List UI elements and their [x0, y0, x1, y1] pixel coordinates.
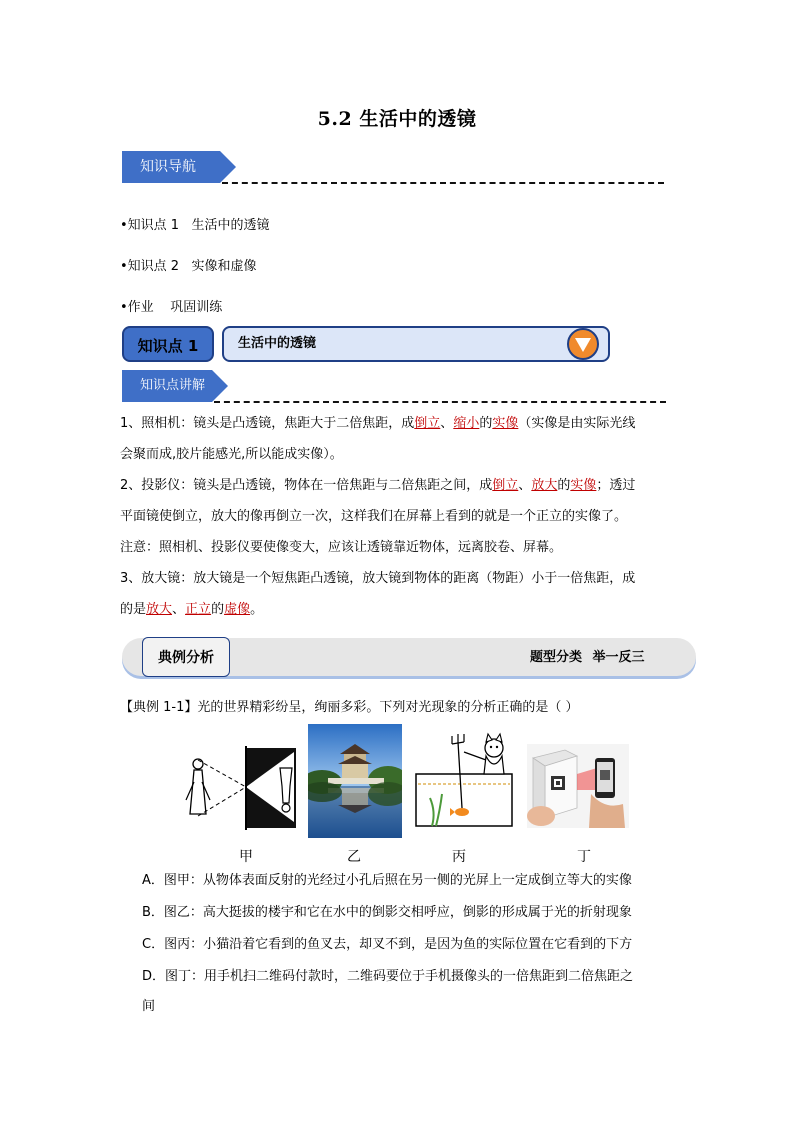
caption-bing: 丙 — [452, 849, 466, 865]
figure-jia — [182, 742, 300, 834]
point-3: 3、放大镜：放大镜是一个短焦距凸透镜，放大镜到物体的距离（物距）小于一倍焦距，成 的是放大、正立的虚像。 — [120, 571, 636, 617]
kp1-tag: 知识点 1 — [122, 326, 214, 362]
figure-ding — [527, 744, 629, 828]
figure-yi — [308, 724, 402, 838]
note: 注意：照相机、投影仪要使像变大，应该让透镜靠近物体，远离胶卷、屏幕。 — [120, 540, 563, 555]
figure-bing — [412, 732, 516, 828]
option-d[interactable]: D．图丁：用手机扫二维码付款时，二维码要位于手机摄像头的一倍焦距到二倍焦距之 — [142, 969, 634, 984]
kp1-title: 生活中的透镜 — [222, 326, 610, 362]
example-tag: 典例分析 — [142, 637, 230, 677]
nav-item-2[interactable]: •知识点 2 实像和虚像 — [120, 259, 257, 274]
question-text: 【典例 1-1】光的世界精彩纷呈，绚丽多彩。下列对光现象的分析正确的是（ ） — [120, 700, 579, 715]
nav-banner-arrow — [220, 151, 236, 183]
nav-divider — [222, 182, 664, 184]
explain-banner-arrow — [212, 370, 228, 402]
option-a[interactable]: A．图甲：从物体表面反射的光经过小孔后照在另一侧的光屏上一定成倒立等大的实像 — [142, 873, 632, 888]
caption-jia: 甲 — [239, 849, 253, 865]
option-c[interactable]: C．图丙：小猫沿着它看到的鱼叉去，却叉不到，是因为鱼的实际位置在它看到的下方 — [142, 937, 633, 952]
point-2: 2、投影仪：镜头是凸透镜，物体在一倍焦距与二倍焦距之间，成倒立、放大的实像；透过 平面镜使倒立，放大的像再倒立一次，这样我们在屏幕上看到的就是一个正立的实像了。 — [120, 478, 636, 524]
option-d-continued: 间 — [142, 999, 156, 1014]
option-b[interactable]: B．图乙：高大挺拔的楼宇和它在水中的倒影交相呼应，倒影的形成属于光的折射现象 — [142, 905, 632, 920]
example-subtitle: 题型分类 举一反三 — [530, 650, 645, 665]
nav-banner: 知识导航 — [122, 151, 220, 183]
explain-banner: 知识点讲解 — [122, 370, 212, 402]
nav-item-3[interactable]: •作业 巩固训练 — [120, 300, 223, 315]
caption-yi: 乙 — [347, 849, 361, 865]
caption-ding: 丁 — [577, 849, 591, 865]
nav-item-1[interactable]: •知识点 1 生活中的透镜 — [120, 218, 270, 233]
point-1: 1、照相机：镜头是凸透镜，焦距大于二倍焦距，成倒立、缩小的实像（实像是由实际光线 会聚而成,胶片能感光,所以能成实像）。 — [120, 416, 636, 462]
triangle-down-icon[interactable] — [567, 328, 599, 360]
page-title: 5.2 生活中的透镜 — [317, 108, 477, 130]
explain-divider — [214, 401, 666, 403]
